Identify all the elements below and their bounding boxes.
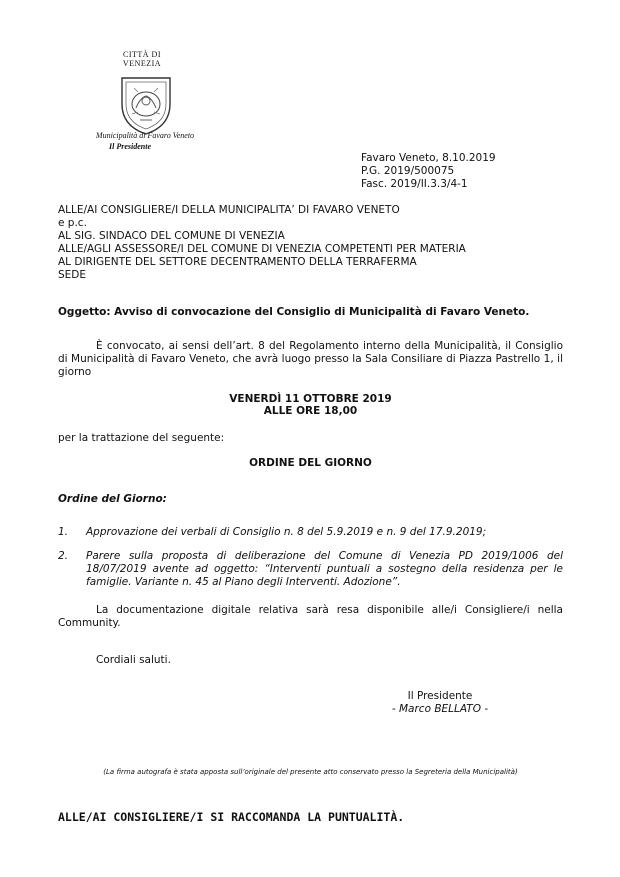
recipient-line: SEDE — [58, 269, 87, 281]
punctuality-notice: ALLE/AI CONSIGLIERE/I SI RACCOMANDA LA PUNTUALITÀ. — [58, 810, 405, 824]
recipient-line: AL DIRIGENTE DEL SETTORE DECENTRAMENTO DELLA TERRAFERMA — [58, 256, 417, 268]
protocol-number: P.G. 2019/500075 — [361, 165, 455, 177]
agenda-item-text: Approvazione dei verbali di Consiglio n. 8 del 5.9.2019 e n. 9 del 17.9.2019; — [86, 526, 487, 538]
place-date: Favaro Veneto, 8.10.2019 — [361, 152, 496, 164]
agenda-heading: ORDINE DEL GIORNO — [249, 457, 372, 469]
agenda-item — [58, 526, 568, 539]
for-discussion-text: per la trattazione del seguente: — [58, 432, 225, 444]
recipient-line: ALLE/AI CONSIGLIERE/I DELLA MUNICIPALITA’ DI FAVARO VENETO — [58, 204, 400, 216]
recipient-line: e p.c. — [58, 217, 87, 229]
meeting-time: ALLE ORE 18,00 — [263, 405, 358, 417]
signature-role: Il Presidente — [407, 690, 473, 702]
signature-footnote: (La firma autografa è stata apposta sull’originale del presente atto conservato presso la Segreteria della Municipalità) — [103, 768, 518, 776]
agenda-item-number: 2. — [58, 550, 69, 562]
intro-paragraph: È convocato, ai sensi dell’art. 8 del Regolamento interno della Municipalità, il Consiglio di Municipalità di Favaro Veneto, che avrà luogo presso la Sala Consiliare di Piazza Pastrello 1, il giorno — [58, 340, 563, 378]
municipality-name: Municipalità di Favaro Veneto — [95, 131, 195, 140]
subject-line: Oggetto: Avviso di convocazione del Consiglio di Municipalità di Favaro Veneto. — [58, 306, 530, 318]
issuer-role: Il Presidente — [109, 142, 151, 151]
file-number: Fasc. 2019/II.3.3/4-1 — [361, 178, 468, 190]
meeting-date: VENERDÌ 11 OTTOBRE 2019 — [229, 393, 392, 405]
documentation-paragraph: La documentazione digitale relativa sarà resa disponibile alle/i Consigliere/i nella Community. — [58, 604, 563, 629]
city-logo-text: CITTÀ DI VENEZIA — [122, 50, 162, 68]
agenda-subheading: Ordine del Giorno: — [58, 493, 167, 505]
greeting: Cordiali saluti. — [96, 654, 171, 666]
recipient-line: ALLE/AGLI ASSESSORE/I DEL COMUNE DI VENEZIA COMPETENTI PER MATERIA — [58, 243, 466, 255]
agenda-item-number: 1. — [58, 526, 69, 538]
signature-name: - Marco BELLATO - — [391, 703, 489, 715]
agenda-item — [58, 550, 563, 589]
agenda-item-text: Parere sulla proposta di deliberazione del Comune di Venezia PD 2019/1006 del 18/07/2019 avente ad oggetto: “Interventi puntuali a sostegno della residenza per le famiglie. Variante n. 45 al Piano degli Interventi. Adozione”. — [86, 550, 563, 588]
venice-crest-icon — [114, 74, 178, 136]
recipient-line: AL SIG. SINDACO DEL COMUNE DI VENEZIA — [58, 230, 285, 242]
